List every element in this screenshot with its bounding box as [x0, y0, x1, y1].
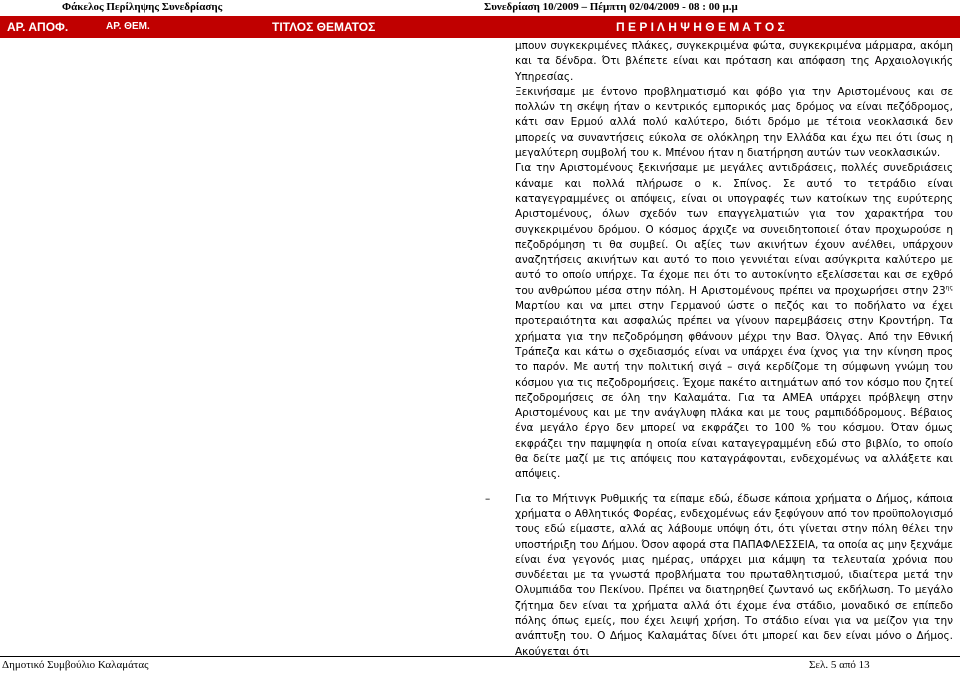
header-decision-number: ΑΡ. ΑΠΟΦ.: [7, 20, 69, 34]
session-info: Συνεδρίαση 10/2009 – Πέμπτη 02/04/2009 - 08 : 00 μ.μ: [484, 1, 738, 13]
paragraph-4: [485, 492, 953, 660]
paragraph-3-part-1: Για την Αριστομένους ξεκινήσαμε με μεγάλες αντιδράσεις, πολλές συνεδριάσεις κάναμε και πολλά πλήρωσε ο κ. Σπίνος. Σε αυτό το τετράδιο είναι καταγεγραμμένες οι απόψεις, είναι οι υπογραφές των κατοίκων της ευρύτερης Αριστομένους, όλων σχεδόν των επαγγελματιών για τον χαρακτήρα του συγκεκριμένου δρόμου. Ο κόσμος άρχιζε να συνειδητοποιεί όταν προχωρούσε η πεζοδρόμηση τι θα συμβεί. Οι αξίες των ακινήτων έχουν ανέλθει, υπάρχουν αναζητήσεις ακινήτων και αυτό το ποιο γεννιέται είναι ασύγκριτα καλύτερο με αυτό το οποίο υπήρχε. Τα έχομε πει ότι το αυτοκίνητο εξελίσσεται και σε εχθρό του ανθρώπου μέσα στην πόλη. Η Αριστομένους πρέπει να προχωρήσει στην 23: [515, 162, 953, 297]
list-dash: –: [485, 492, 491, 505]
table-header: [0, 16, 960, 38]
paragraph-2: Ξεκινήσαμε με έντονο προβληματισμό και φόβο για την Αριστομένους και σε πολλών τη σκέψη ήταν ο κεντρικός εμπορικός μας δρόμος να είναι πεζόδρομος, κάτι σαν Ερμού αλλά πολύ καλύτερο, διότι δρόμο με τέτοια νεοκλασικά δεν μπορείς να συναντήσεις εύκολα σε ολόκληρη την Ελλάδα και έχω πει ότι ίσως η μεγαλύτερη συμβολή του κ. Μπένου ήταν η διατήρηση αυτών των νεοκλασικών.: [515, 85, 953, 160]
paragraph-3: [515, 161, 953, 482]
page-number: Σελ. 5 από 13: [809, 659, 870, 671]
paragraph-3-part-2: Μαρτίου και να μπει στην Γερμανού ώστε ο πεζός και το ποδήλατο να έχει προτεραιότητα και ασφαλώς πρέπει να γίνουν παρεμβάσεις στην Κροντήρη. Τα χρήματα για την πεζοδρόμηση φθάνουν μέχρι την Βασ. Όλγας. Από την Εθνική Τράπεζα και κάτω ο σχεδιασμός είναι να υπάρχει ένα ίχνος για την κίνηση προς το παρόν. Με αυτή την πολιτική σιγά – σιγά κερδίζομε τη σύμφωνη γνώμη του κόσμου για τις πεζοδρομήσεις. Έχομε πακέτο αιτημάτων από τον κόσμο που ζητεί πεζοδρομήσεις σε όλη την Καλαμάτα. Για τα ΑΜΕΑ υπάρχει πρόβλεψη στην Αριστομένους και με την ανάγλυφη πλάκα και με τους ραμπιδόδρομους. Βέβαιος ένα μεγάλο έργο δεν μπορεί να εκφράζει το 100 % του κόσμου. Όταν όμως εκφράζει την παμψηφία η οποία είναι καταγεγραμμένη εδώ στο βιβλίο, το οποίο θα δείτε μαζί με τις απόψεις που καταγράφονται, ενδεχομένως να αλλάξετε και απόψεις.: [515, 300, 953, 481]
header-topic-summary: Π Ε Ρ Ι Λ Η Ψ Η Θ Ε Μ Α Τ Ο Σ: [616, 20, 785, 34]
header-topic-number: ΑΡ. ΘΕΜ.: [106, 21, 150, 32]
paragraph-1: μπουν συγκεκριμένες πλάκες, συγκεκριμένα φώτα, συγκεκριμένα μάρμαρα, ακόμη και τα δένδρα. Ότι βλέπετε είναι και πρόταση και απόφαση της Αρχαιολογικής Υπηρεσίας.: [515, 40, 953, 83]
footer-council-name: Δημοτικό Συμβούλιο Καλαμάτας: [2, 659, 149, 671]
page-footer: [0, 656, 960, 674]
folder-title: Φάκελος Περίληψης Συνεδρίασης: [62, 1, 223, 13]
header-topic-title: ΤΙΤΛΟΣ ΘΕΜΑΤΟΣ: [272, 20, 376, 34]
paragraph-4-text: Για το Μήτινγκ Ρυθμικής τα είπαμε εδώ, έδωσε κάποια χρήματα ο Δήμος, κάποια χρήματα ο Αθλητικός Φορέας, ενδεχομένως εάν ξεφύγουν από τον προϋπολογισμό τους εδώ είμαστε, αλλά ας λάβουμε υπόψη ότι, ότι γίνεται στην πόλη θέλει την υποστήριξη του Δήμου. Όσον αφορά στα ΠΑΠΑΦΛΕΣΣΕΙΑ, τα οποία ας μην ξεχνάμε είναι ένα γεγονός μιας ημέρας, υπάρχει μια κάμψη τα τελευταία χρόνια που συνδέεται με τα γνωστά προβλήματα του πρωταθλητισμού, ιδιαίτερα μετά την Ολυμπιάδα του Πεκίνου. Πρέπει να διατηρηθεί ζωντανό ως εκδήλωση. Το μεγάλο ζήτημα δεν είναι τα χρήματα αλλά ότι έχομε ένα στάδιο, μοναδικό σε επίπεδο πόλης όπως εμείς, που έχει λειψή χρήση. Το στάδιο είναι για να μείζον για την ανάπτυξη του. Ο Δήμος Καλαμάτας δίνει ότι μπορεί και δεν είναι μόνο ο Δήμος. Ακούγεται ότι: [515, 492, 953, 658]
document-top-line: [0, 0, 960, 16]
ordinal-superscript: ης: [945, 284, 953, 292]
summary-text: [485, 39, 953, 660]
